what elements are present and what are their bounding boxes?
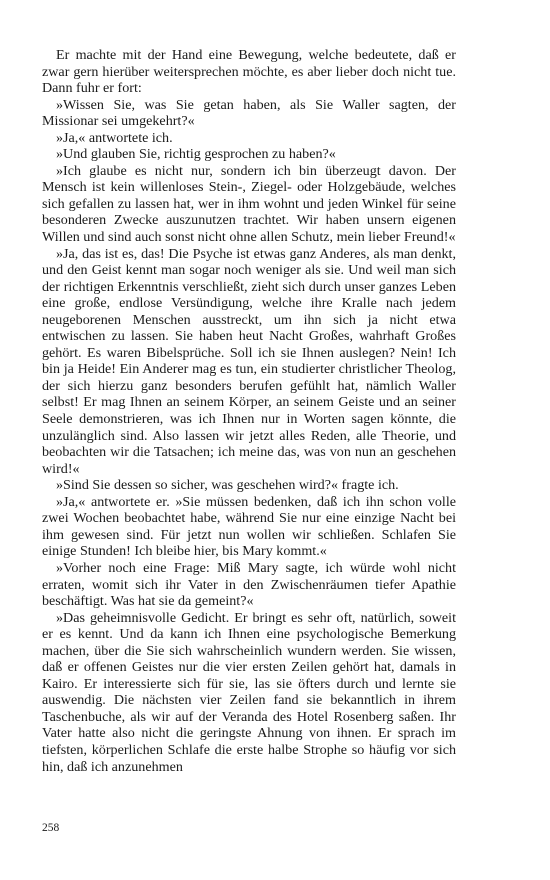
paragraph-4: »Und glauben Sie, richtig gesprochen zu haben?«: [56, 146, 336, 163]
paragraph-7: »Sind Sie dessen so sicher, was geschehen wird?« fragte ich.: [56, 477, 399, 494]
paragraph-3: »Ja,« antwortete ich.: [56, 129, 173, 146]
paragraph-10: »Das geheimnisvolle Gedicht. Er bringt es sehr oft, natürlich, soweit er es kennt. Und da kann ich Ihnen eine psychologische Bemerkung machen, über die Sie sich wahrscheinlich wundern werden. Sie wissen, daß er offenen Geistes nur die vier ersten Zeilen gehört hat, damals in Kairo. Er interessierte sich für sie, las sie öfters durch und lernte sie auswendig. Die nächsten vier Zeilen fand sie bekanntlich in ihrem Taschenbuche, als wir auf der Veranda des Hotel Rosenberg saßen. Ihr Vater hatte also nicht die geringste Ahnung von ihnen. Er sprach im tiefsten, körperlichen Schlafe die erste halbe Strophe so häufig vor sich hin, daß ich anzunehmen: [42, 609, 456, 775]
page-body: [42, 47, 456, 775]
paragraph-2: »Wissen Sie, was Sie getan haben, als Sie Waller sagten, der Missionar sei umgekehrt?«: [42, 96, 456, 130]
paragraph-9: »Vorher noch eine Frage: Miß Mary sagte, ich würde wohl nicht erraten, womit sich ihr Vater in den Zwischenräumen tiefer Apathie beschäftigt. Was hat sie da gemeint?«: [42, 559, 456, 610]
page-number: 258: [42, 822, 60, 834]
paragraph-6: »Ja, das ist es, das! Die Psyche ist etwas ganz Anderes, als man denkt, und den Geist kennt man sogar noch weniger als sie. Und weil man sich der richtigen Erkenntnis verschließt, zieht sich durch unser ganzes Leben eine große, endlose Versündigung, welche ihre Kralle nach jedem neugeborenen Menschen ausstreckt, um ihn sich ja nicht etwa entwischen zu lassen. Sie haben heut Nacht Großes, wahrhaft Großes gehört. Es waren Bibelsprüche. Soll ich sie Ihnen auslegen? Nein! Ich bin ja Heide! Ein Anderer mag es tun, ein studierter christlicher Theolog, der sich hierzu ganz besonders berufen gefühlt hat, nämlich Waller selbst! Er mag Ihnen an seinem Körper, an seinem Geiste und an seiner Seele demonstrieren, was ich Ihnen nur in Worten sagen könnte, die unzulänglich sind. Also lassen wir jetzt alles Reden, alle Theorie, und beobachten wir die Tatsachen; ich meine das, was von nun an geschehen wird!«: [42, 245, 456, 477]
paragraph-5: »Ich glaube es nicht nur, sondern ich bin überzeugt davon. Der Mensch ist kein willenloses Stein-, Ziegel- oder Holzgebäude, welches sich gefallen zu lassen hat, wer in ihm wohnt und jeden Winkel für seine besonderen Zwecke auszunutzen trachtet. Wir haben unsern eigenen Willen und sind auch sonst nicht ohne allen Schutz, mein lieber Freund!«: [42, 162, 456, 246]
paragraph-8: »Ja,« antwortete er. »Sie müssen bedenken, daß ich ihn schon volle zwei Wochen beobachtet habe, während Sie nur eine einzige Nacht bei ihm gewesen sind. Für jetzt nun wollen wir schließen. Schlafen Sie einige Stunden! Ich bleibe hier, bis Mary kommt.«: [42, 493, 456, 560]
paragraph-1: Er machte mit der Hand eine Bewegung, welche bedeutete, daß er zwar gern hierüber weitersprechen möchte, es aber lieber doch nicht tue. Dann fuhr er fort:: [42, 47, 456, 97]
